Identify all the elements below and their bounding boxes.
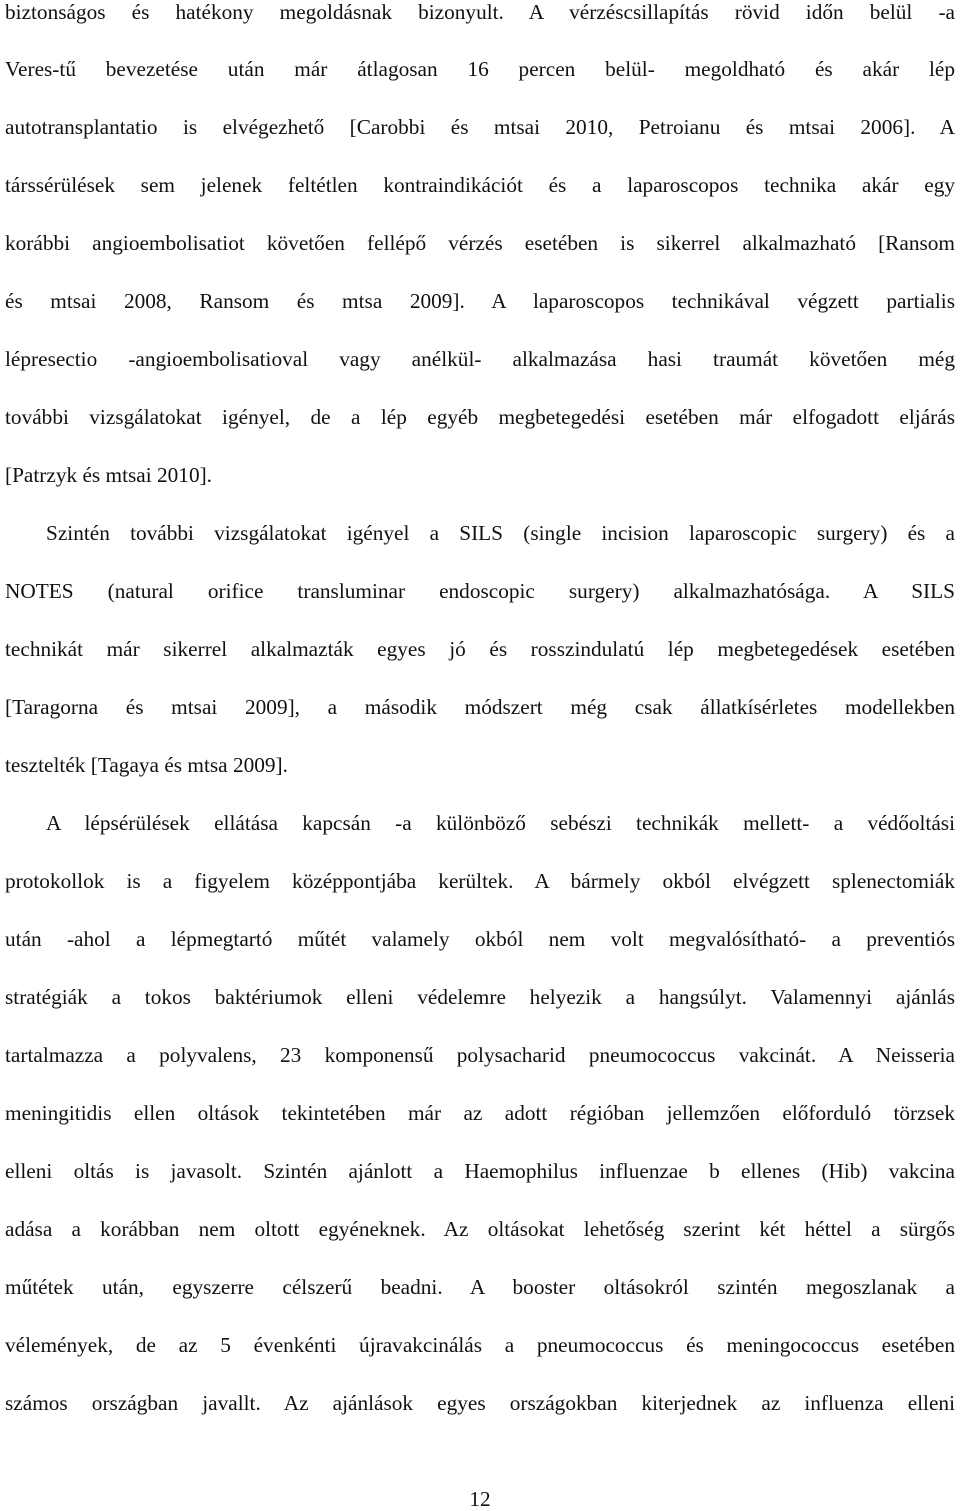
text-line: stratégiák a tokos baktériumok elleni védelemre helyezik a hangsúlyt. Valamennyi ajánlás — [5, 985, 955, 1009]
text-line: után -ahol a lépmegtartó műtét valamely okból nem volt megvalósítható- a preventiós — [5, 927, 955, 951]
text-line: [Patrzyk és mtsai 2010]. — [5, 463, 213, 487]
text-line: adása a korábban nem oltott egyéneknek. Az oltásokat lehetőség szerint két héttel a sürgős — [5, 1217, 955, 1241]
text-line: társsérülések sem jelenek feltétlen kontraindikációt és a laparoscopos technika akár egy — [5, 173, 955, 197]
text-line: protokollok is a figyelem középpontjába kerültek. A bármely okból elvégzett splenectomiák — [5, 869, 955, 893]
text-line: tartalmazza a polyvalens, 23 komponensű polysacharid pneumococcus vakcinát. A Neisseria — [5, 1043, 955, 1067]
text-line: további vizsgálatokat igényel, de a lép egyéb megbetegedési esetében már elfogadott eljárás — [5, 405, 955, 429]
text-line: műtétek után, egyszerre célszerű beadni. A booster oltásokról szintén megoszlanak a — [5, 1275, 955, 1299]
text-line: tesztelték [Tagaya és mtsa 2009]. — [5, 753, 288, 777]
text-line: NOTES (natural orifice transluminar endoscopic surgery) alkalmazhatósága. A SILS — [5, 579, 955, 603]
text-line: Szintén további vizsgálatokat igényel a SILS (single incision laparoscopic surgery) és a — [46, 521, 955, 545]
text-line: biztonságos és hatékony megoldásnak bizonyult. A vérzéscsillapítás rövid időn belül -a — [5, 0, 955, 24]
text-line: Veres-tű bevezetése után már átlagosan 16 percen belül- megoldható és akár lép — [5, 57, 955, 81]
text-line: meningitidis ellen oltások tekintetében már az adott régióban jellemzően előforduló törzsek — [5, 1101, 955, 1125]
text-line: [Taragorna és mtsai 2009], a második módszert még csak állatkísérletes modellekben — [5, 695, 955, 719]
text-line: autotransplantatio is elvégezhető [Carobbi és mtsai 2010, Petroianu és mtsai 2006]. A — [5, 115, 955, 139]
page-number: 12 — [469, 1487, 491, 1511]
text-line: A lépsérülések ellátása kapcsán -a különböző sebészi technikák mellett- a védőoltási — [46, 811, 955, 835]
text-line: vélemények, de az 5 évenkénti újravakcinálás a pneumococcus és meningococcus esetében — [5, 1333, 955, 1357]
text-line: technikát már sikerrel alkalmazták egyes jó és rosszindulatú lép megbetegedések esetében — [5, 637, 955, 661]
text-line: és mtsai 2008, Ransom és mtsa 2009]. A laparoscopos technikával végzett partialis — [5, 289, 955, 313]
text-line: elleni oltás is javasolt. Szintén ajánlott a Haemophilus influenzae b ellenes (Hib) vakcina — [5, 1159, 955, 1183]
text-line: lépresectio -angioembolisatioval vagy anélkül- alkalmazása hasi traumát követően még — [5, 347, 955, 371]
text-line: számos országban javallt. Az ajánlások egyes országokban kiterjednek az influenza elleni — [5, 1391, 955, 1415]
text-line: korábbi angioembolisatiot követően fellépő vérzés esetében is sikerrel alkalmazható [Ransom — [5, 231, 955, 255]
